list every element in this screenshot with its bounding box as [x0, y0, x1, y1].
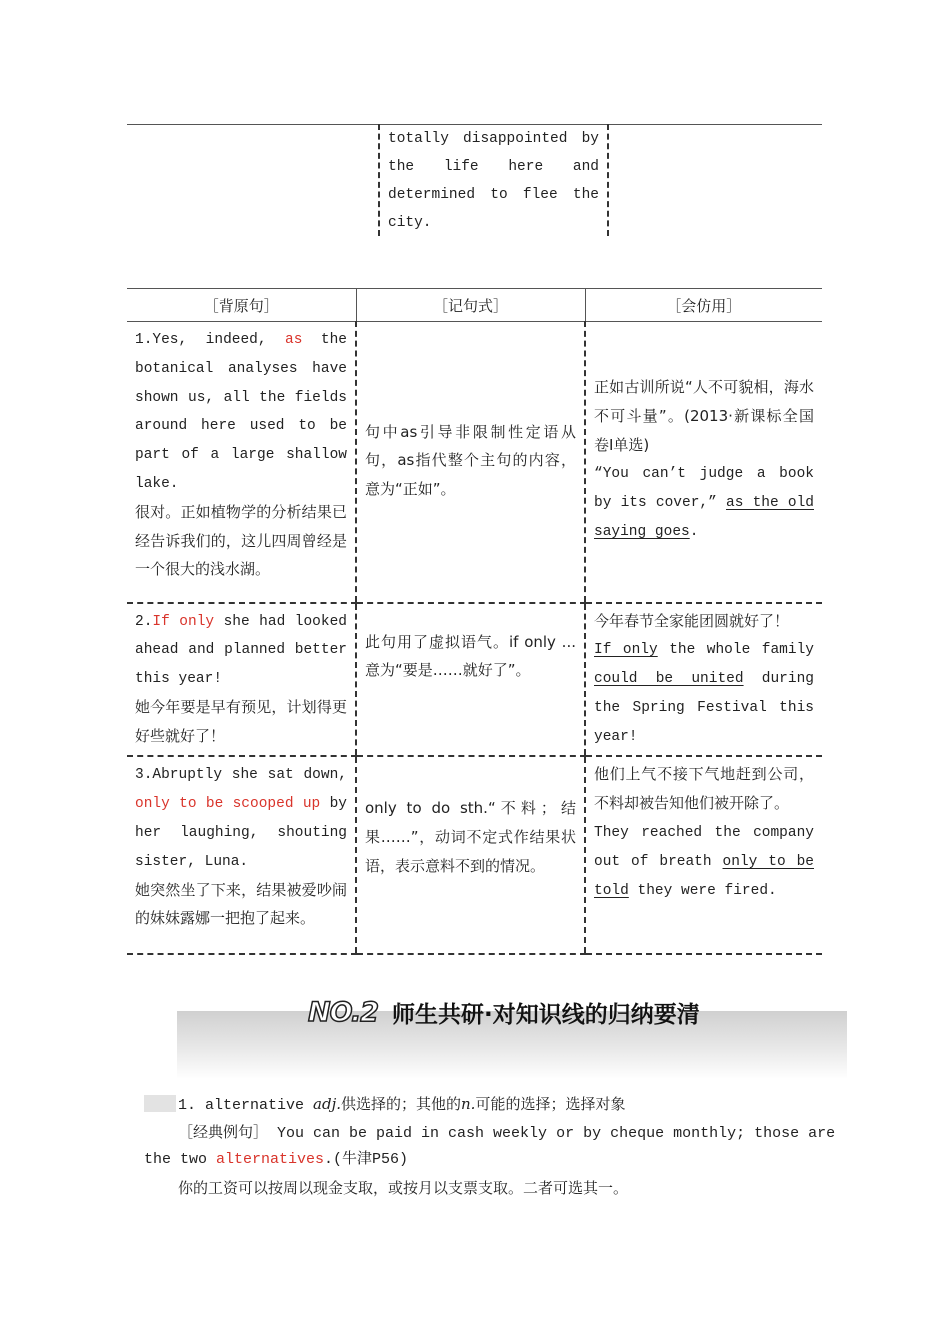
answer-blank: If only — [594, 642, 658, 659]
practice-sentence: 他们上气不接下气地赶到公司，不料却被告知他们被开除了。 They reached the company out of breath only to be told they were fired. — [585, 756, 822, 954]
pattern-note: only to do sth.“不料；结果……”，动词不定式作结果状语，表示意料不到的情况。 — [356, 756, 585, 954]
answer-blank: could be united — [594, 671, 744, 688]
sentence-table — [127, 288, 822, 955]
header-practice: ［会仿用］ — [585, 289, 822, 322]
table-row — [127, 603, 822, 757]
pattern-note: 句中as引导非限制性定语从句，as指代整个主句的内容，意为“正如”。 — [356, 322, 585, 603]
original-sentence: 1.Yes, indeed, as the botanical analyses have shown us, all the fields around here used to be part of a large shallow lake. 很对。正如植物学的分析结果已经告诉我们的，这儿四周曾经是一个很大的浅水湖。 — [127, 322, 356, 603]
header-original: ［背原句］ — [127, 289, 356, 322]
section-heading — [308, 992, 700, 1032]
example-translation: 你的工资可以按周以现金支取，或按月以支票支取。二者可选其一。 — [178, 1179, 629, 1197]
table-row — [127, 322, 822, 603]
pos-n: n. — [461, 1095, 476, 1113]
practice-sentence: 正如古训所说“人不可貌相，海水不可斗量”。(2013·新课标全国卷Ⅰ单选) “You can’t judge a book by its cover,” as the old saying goes. — [585, 322, 822, 603]
table-cell-continued — [378, 124, 609, 236]
table-row — [127, 756, 822, 954]
answer-blank: only to be told — [594, 853, 814, 899]
highlight: as — [285, 332, 303, 348]
pattern-note: 此句用了虚拟语气。if only ...意为“要是……就好了”。 — [356, 603, 585, 757]
example-label: ［经典例句］ — [178, 1123, 269, 1141]
cell-text: totally disappointed by the life here and determined to flee the city. — [388, 131, 599, 231]
example-line-continued: the two alternatives.(牛津P56) — [144, 1151, 409, 1168]
practice-sentence: 今年春节全家能团圆就好了！ If only the whole family could be united during the Spring Festival this year! — [585, 603, 822, 757]
section-title: 师生共研·对知识线的归纳要清 — [392, 1001, 700, 1028]
original-translation: 很对。正如植物学的分析结果已经告诉我们的，这儿四周曾经是一个很大的浅水湖。 — [135, 502, 347, 579]
pos-adj: adj. — [313, 1095, 341, 1113]
original-translation: 她突然坐了下来，结果被爱吵闹的妹妹露娜一把抱了起来。 — [135, 880, 347, 928]
original-sentence: 2.If only she had looked ahead and planned better this year! 她今年要是早有预见，计划得更好些就好了！ — [127, 603, 356, 757]
answer-blank: as the old saying goes — [594, 495, 814, 540]
example-line: ［经典例句］ You can be paid in cash weekly or by cheque monthly; those are — [178, 1123, 836, 1142]
entry-headword-line: 1. alternative adj.供选择的；其他的n.可能的选择；选择对象 — [178, 1095, 626, 1114]
highlight: If only — [152, 613, 215, 630]
header-pattern: ［记句式］ — [356, 289, 585, 322]
table-header-row — [127, 289, 822, 322]
section-number: NO.2 — [308, 996, 378, 1028]
highlight: only to be scooped up — [135, 796, 321, 813]
highlight: alternatives — [216, 1151, 325, 1168]
original-sentence: 3.Abruptly she sat down, only to be scooped up by her laughing, shouting sister, Luna. 她突然坐了下来，结果被爱吵闹的妹妹露娜一把抱了起来。 — [127, 756, 356, 954]
original-translation: 她今年要是早有预见，计划得更好些就好了！ — [135, 697, 347, 745]
entry-marker — [144, 1095, 176, 1112]
